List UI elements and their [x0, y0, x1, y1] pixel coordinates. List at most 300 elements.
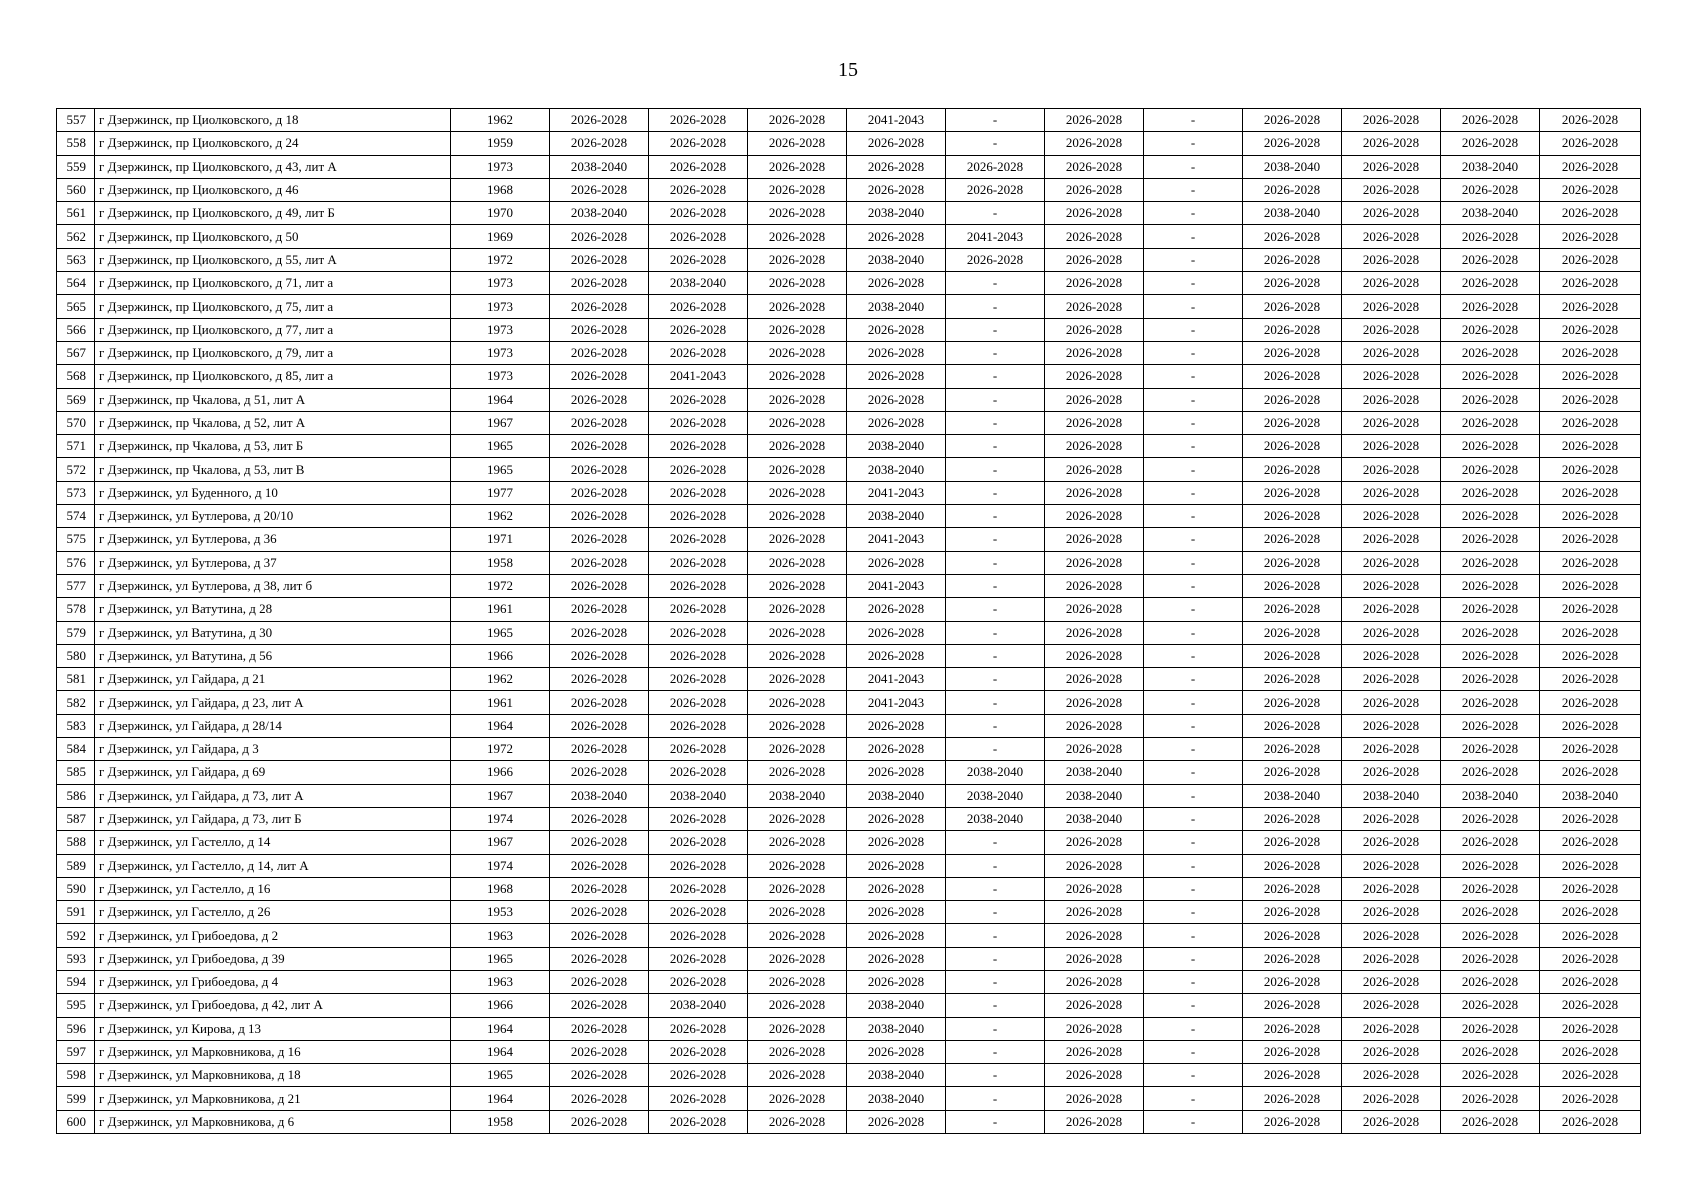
- period-cell: 2026-2028: [1342, 1040, 1441, 1063]
- period-cell: 2026-2028: [847, 341, 946, 364]
- period-cell: 2026-2028: [1342, 1087, 1441, 1110]
- period-cell: 2026-2028: [847, 1040, 946, 1063]
- period-cell: 2026-2028: [1540, 435, 1641, 458]
- address-cell: г Дзержинск, ул Грибоедова, д 42, лит А: [95, 994, 451, 1017]
- period-cell: -: [946, 388, 1045, 411]
- year-cell: 1971: [451, 528, 550, 551]
- year-cell: 1966: [451, 994, 550, 1017]
- table-row: [57, 132, 1641, 155]
- period-cell: -: [946, 132, 1045, 155]
- address-cell: г Дзержинск, пр Циолковского, д 55, лит А: [95, 248, 451, 271]
- period-cell: -: [946, 831, 1045, 854]
- period-cell: 2026-2028: [649, 155, 748, 178]
- period-cell: 2026-2028: [1045, 365, 1144, 388]
- period-cell: 2026-2028: [1045, 248, 1144, 271]
- table-row: [57, 505, 1641, 528]
- period-cell: -: [1144, 528, 1243, 551]
- period-cell: 2026-2028: [550, 411, 649, 434]
- table-row: [57, 714, 1641, 737]
- table-row: [57, 1040, 1641, 1063]
- address-cell: г Дзержинск, ул Гастелло, д 14: [95, 831, 451, 854]
- period-cell: 2026-2028: [1243, 644, 1342, 667]
- period-cell: 2026-2028: [1540, 505, 1641, 528]
- period-cell: 2026-2028: [550, 994, 649, 1017]
- period-cell: 2026-2028: [847, 970, 946, 993]
- period-cell: -: [946, 109, 1045, 132]
- period-cell: 2026-2028: [1441, 1017, 1540, 1040]
- period-cell: 2026-2028: [1243, 458, 1342, 481]
- period-cell: 2026-2028: [1342, 551, 1441, 574]
- period-cell: 2026-2028: [1441, 738, 1540, 761]
- period-cell: -: [1144, 411, 1243, 434]
- period-cell: 2026-2028: [1045, 341, 1144, 364]
- period-cell: 2026-2028: [1342, 994, 1441, 1017]
- period-cell: 2026-2028: [1243, 225, 1342, 248]
- row-number-cell: 591: [57, 901, 95, 924]
- period-cell: 2026-2028: [748, 411, 847, 434]
- period-cell: 2026-2028: [550, 225, 649, 248]
- period-cell: 2026-2028: [1540, 295, 1641, 318]
- period-cell: 2026-2028: [550, 691, 649, 714]
- period-cell: -: [1144, 901, 1243, 924]
- address-cell: г Дзержинск, пр Циолковского, д 79, лит а: [95, 341, 451, 364]
- period-cell: 2026-2028: [1540, 1110, 1641, 1133]
- period-cell: 2026-2028: [1540, 248, 1641, 271]
- period-cell: 2026-2028: [748, 970, 847, 993]
- row-number-cell: 600: [57, 1110, 95, 1133]
- row-number-cell: 594: [57, 970, 95, 993]
- period-cell: 2026-2028: [847, 901, 946, 924]
- period-cell: 2026-2028: [748, 1087, 847, 1110]
- period-cell: 2026-2028: [1243, 341, 1342, 364]
- period-cell: -: [946, 1087, 1045, 1110]
- period-cell: -: [1144, 761, 1243, 784]
- period-cell: 2026-2028: [748, 807, 847, 830]
- year-cell: 1972: [451, 738, 550, 761]
- period-cell: -: [1144, 132, 1243, 155]
- period-cell: 2026-2028: [550, 528, 649, 551]
- period-cell: 2026-2028: [1441, 621, 1540, 644]
- year-cell: 1974: [451, 807, 550, 830]
- period-cell: 2026-2028: [649, 1087, 748, 1110]
- period-cell: 2026-2028: [1045, 109, 1144, 132]
- period-cell: 2026-2028: [1441, 901, 1540, 924]
- period-cell: 2026-2028: [1342, 1064, 1441, 1087]
- table-row: [57, 225, 1641, 248]
- period-cell: 2026-2028: [1243, 877, 1342, 900]
- period-cell: 2038-2040: [847, 1087, 946, 1110]
- year-cell: 1961: [451, 691, 550, 714]
- period-cell: 2041-2043: [847, 668, 946, 691]
- period-cell: 2026-2028: [649, 738, 748, 761]
- period-cell: 2026-2028: [1342, 761, 1441, 784]
- table-row: [57, 784, 1641, 807]
- period-cell: 2026-2028: [1045, 598, 1144, 621]
- year-cell: 1959: [451, 132, 550, 155]
- table-row: [57, 435, 1641, 458]
- period-cell: 2026-2028: [649, 970, 748, 993]
- period-cell: 2026-2028: [748, 528, 847, 551]
- period-cell: 2026-2028: [1441, 341, 1540, 364]
- address-cell: г Дзержинск, ул Гастелло, д 16: [95, 877, 451, 900]
- row-number-cell: 562: [57, 225, 95, 248]
- period-cell: 2026-2028: [1441, 947, 1540, 970]
- period-cell: 2026-2028: [748, 1110, 847, 1133]
- period-cell: 2026-2028: [1441, 178, 1540, 201]
- period-cell: -: [1144, 458, 1243, 481]
- period-cell: 2026-2028: [1441, 1040, 1540, 1063]
- year-cell: 1962: [451, 668, 550, 691]
- period-cell: 2026-2028: [1441, 668, 1540, 691]
- row-number-cell: 574: [57, 505, 95, 528]
- period-cell: 2026-2028: [1540, 202, 1641, 225]
- period-cell: 2026-2028: [550, 807, 649, 830]
- period-cell: 2038-2040: [649, 994, 748, 1017]
- period-cell: 2026-2028: [1243, 901, 1342, 924]
- period-cell: 2026-2028: [550, 318, 649, 341]
- table-row: [57, 109, 1641, 132]
- period-cell: -: [1144, 248, 1243, 271]
- period-cell: 2026-2028: [748, 761, 847, 784]
- period-cell: 2026-2028: [550, 295, 649, 318]
- period-cell: 2026-2028: [748, 155, 847, 178]
- table-row: [57, 668, 1641, 691]
- period-cell: 2026-2028: [1243, 1040, 1342, 1063]
- period-cell: 2026-2028: [1441, 132, 1540, 155]
- period-cell: 2026-2028: [1342, 574, 1441, 597]
- table-row: [57, 761, 1641, 784]
- year-cell: 1973: [451, 365, 550, 388]
- period-cell: 2026-2028: [1243, 924, 1342, 947]
- period-cell: -: [946, 458, 1045, 481]
- period-cell: 2026-2028: [1342, 155, 1441, 178]
- period-cell: -: [946, 1017, 1045, 1040]
- period-cell: 2026-2028: [946, 155, 1045, 178]
- period-cell: 2026-2028: [1540, 714, 1641, 737]
- period-cell: 2026-2028: [649, 178, 748, 201]
- period-cell: 2026-2028: [1045, 1040, 1144, 1063]
- row-number-cell: 597: [57, 1040, 95, 1063]
- address-cell: г Дзержинск, пр Циолковского, д 50: [95, 225, 451, 248]
- period-cell: -: [946, 668, 1045, 691]
- period-cell: 2026-2028: [1243, 691, 1342, 714]
- period-cell: 2026-2028: [847, 411, 946, 434]
- table-row: [57, 528, 1641, 551]
- period-cell: 2026-2028: [649, 109, 748, 132]
- period-cell: 2026-2028: [1243, 1064, 1342, 1087]
- period-cell: 2026-2028: [1342, 598, 1441, 621]
- period-cell: 2026-2028: [847, 318, 946, 341]
- year-cell: 1973: [451, 155, 550, 178]
- period-cell: 2026-2028: [946, 178, 1045, 201]
- period-cell: 2041-2043: [649, 365, 748, 388]
- period-cell: 2026-2028: [1540, 924, 1641, 947]
- period-cell: 2026-2028: [1540, 668, 1641, 691]
- period-cell: 2038-2040: [649, 784, 748, 807]
- period-cell: 2026-2028: [847, 831, 946, 854]
- table-row: [57, 1064, 1641, 1087]
- period-cell: 2026-2028: [1243, 1017, 1342, 1040]
- period-cell: -: [1144, 202, 1243, 225]
- registry-table: [56, 108, 1641, 1134]
- period-cell: 2038-2040: [946, 807, 1045, 830]
- period-cell: 2026-2028: [1045, 970, 1144, 993]
- year-cell: 1972: [451, 248, 550, 271]
- period-cell: 2026-2028: [1441, 458, 1540, 481]
- address-cell: г Дзержинск, пр Чкалова, д 52, лит А: [95, 411, 451, 434]
- address-cell: г Дзержинск, пр Циолковского, д 77, лит а: [95, 318, 451, 341]
- period-cell: 2026-2028: [649, 295, 748, 318]
- period-cell: -: [1144, 365, 1243, 388]
- period-cell: 2026-2028: [1045, 621, 1144, 644]
- period-cell: 2026-2028: [1540, 738, 1641, 761]
- year-cell: 1964: [451, 1017, 550, 1040]
- period-cell: -: [1144, 714, 1243, 737]
- period-cell: 2038-2040: [1045, 807, 1144, 830]
- row-number-cell: 565: [57, 295, 95, 318]
- period-cell: 2026-2028: [847, 272, 946, 295]
- row-number-cell: 558: [57, 132, 95, 155]
- period-cell: 2026-2028: [1540, 574, 1641, 597]
- period-cell: 2026-2028: [550, 1017, 649, 1040]
- period-cell: 2026-2028: [847, 132, 946, 155]
- period-cell: 2026-2028: [649, 505, 748, 528]
- period-cell: 2026-2028: [1342, 621, 1441, 644]
- period-cell: 2026-2028: [748, 1064, 847, 1087]
- row-number-cell: 596: [57, 1017, 95, 1040]
- period-cell: 2026-2028: [1342, 388, 1441, 411]
- period-cell: 2026-2028: [1540, 877, 1641, 900]
- table-row: [57, 272, 1641, 295]
- period-cell: 2026-2028: [1540, 1087, 1641, 1110]
- period-cell: 2026-2028: [1540, 411, 1641, 434]
- address-cell: г Дзержинск, ул Ватутина, д 30: [95, 621, 451, 644]
- period-cell: -: [946, 481, 1045, 504]
- period-cell: 2026-2028: [1441, 318, 1540, 341]
- period-cell: 2026-2028: [847, 807, 946, 830]
- year-cell: 1966: [451, 644, 550, 667]
- period-cell: 2026-2028: [550, 1064, 649, 1087]
- period-cell: 2026-2028: [1540, 1017, 1641, 1040]
- row-number-cell: 560: [57, 178, 95, 201]
- period-cell: 2026-2028: [748, 574, 847, 597]
- table-row: [57, 807, 1641, 830]
- period-cell: 2026-2028: [748, 994, 847, 1017]
- year-cell: 1970: [451, 202, 550, 225]
- period-cell: 2026-2028: [748, 644, 847, 667]
- period-cell: -: [1144, 1040, 1243, 1063]
- address-cell: г Дзержинск, ул Марковникова, д 6: [95, 1110, 451, 1133]
- period-cell: 2026-2028: [649, 714, 748, 737]
- row-number-cell: 567: [57, 341, 95, 364]
- period-cell: -: [1144, 947, 1243, 970]
- period-cell: 2026-2028: [550, 970, 649, 993]
- period-cell: 2026-2028: [1540, 365, 1641, 388]
- period-cell: 2026-2028: [1441, 435, 1540, 458]
- period-cell: -: [946, 621, 1045, 644]
- period-cell: -: [1144, 738, 1243, 761]
- period-cell: 2026-2028: [847, 225, 946, 248]
- table-row: [57, 1110, 1641, 1133]
- period-cell: 2026-2028: [1540, 1064, 1641, 1087]
- period-cell: 2026-2028: [1342, 1017, 1441, 1040]
- period-cell: -: [1144, 225, 1243, 248]
- period-cell: 2038-2040: [1243, 155, 1342, 178]
- period-cell: -: [1144, 1087, 1243, 1110]
- period-cell: 2026-2028: [649, 132, 748, 155]
- year-cell: 1964: [451, 1087, 550, 1110]
- address-cell: г Дзержинск, ул Грибоедова, д 2: [95, 924, 451, 947]
- period-cell: 2026-2028: [847, 388, 946, 411]
- period-cell: 2026-2028: [1045, 178, 1144, 201]
- period-cell: -: [946, 341, 1045, 364]
- period-cell: 2026-2028: [748, 458, 847, 481]
- period-cell: 2026-2028: [847, 738, 946, 761]
- period-cell: -: [1144, 109, 1243, 132]
- address-cell: г Дзержинск, пр Циолковского, д 75, лит а: [95, 295, 451, 318]
- year-cell: 1967: [451, 784, 550, 807]
- period-cell: 2026-2028: [1243, 178, 1342, 201]
- period-cell: 2026-2028: [748, 691, 847, 714]
- period-cell: 2026-2028: [1243, 947, 1342, 970]
- period-cell: 2026-2028: [550, 365, 649, 388]
- row-number-cell: 573: [57, 481, 95, 504]
- period-cell: 2026-2028: [1540, 178, 1641, 201]
- period-cell: 2026-2028: [1540, 621, 1641, 644]
- period-cell: 2038-2040: [847, 248, 946, 271]
- address-cell: г Дзержинск, пр Циолковского, д 18: [95, 109, 451, 132]
- period-cell: 2026-2028: [748, 738, 847, 761]
- period-cell: 2026-2028: [1243, 132, 1342, 155]
- period-cell: 2026-2028: [1342, 272, 1441, 295]
- table-row: [57, 318, 1641, 341]
- row-number-cell: 586: [57, 784, 95, 807]
- period-cell: -: [946, 202, 1045, 225]
- period-cell: 2026-2028: [1045, 714, 1144, 737]
- period-cell: 2026-2028: [550, 598, 649, 621]
- period-cell: 2026-2028: [550, 738, 649, 761]
- period-cell: 2026-2028: [1045, 505, 1144, 528]
- period-cell: 2026-2028: [847, 644, 946, 667]
- period-cell: 2026-2028: [1441, 574, 1540, 597]
- period-cell: 2026-2028: [748, 248, 847, 271]
- period-cell: 2026-2028: [1243, 365, 1342, 388]
- period-cell: 2038-2040: [847, 458, 946, 481]
- period-cell: 2038-2040: [649, 272, 748, 295]
- period-cell: 2026-2028: [1540, 1040, 1641, 1063]
- table-row: [57, 458, 1641, 481]
- address-cell: г Дзержинск, пр Чкалова, д 53, лит Б: [95, 435, 451, 458]
- period-cell: 2026-2028: [748, 924, 847, 947]
- period-cell: 2026-2028: [748, 947, 847, 970]
- period-cell: 2026-2028: [748, 202, 847, 225]
- period-cell: 2026-2028: [1243, 761, 1342, 784]
- period-cell: 2026-2028: [550, 1087, 649, 1110]
- period-cell: 2026-2028: [1045, 155, 1144, 178]
- period-cell: 2026-2028: [1045, 877, 1144, 900]
- period-cell: 2026-2028: [1045, 132, 1144, 155]
- period-cell: 2026-2028: [748, 132, 847, 155]
- table-row: [57, 411, 1641, 434]
- year-cell: 1973: [451, 318, 550, 341]
- period-cell: 2026-2028: [1045, 668, 1144, 691]
- period-cell: 2026-2028: [1045, 458, 1144, 481]
- period-cell: 2026-2028: [1045, 551, 1144, 574]
- period-cell: 2026-2028: [649, 1040, 748, 1063]
- row-number-cell: 585: [57, 761, 95, 784]
- period-cell: 2026-2028: [1342, 901, 1441, 924]
- period-cell: 2026-2028: [649, 551, 748, 574]
- period-cell: 2026-2028: [649, 831, 748, 854]
- period-cell: 2026-2028: [1243, 1110, 1342, 1133]
- row-number-cell: 595: [57, 994, 95, 1017]
- period-cell: 2026-2028: [1540, 831, 1641, 854]
- address-cell: г Дзержинск, ул Гайдара, д 21: [95, 668, 451, 691]
- period-cell: 2026-2028: [1540, 109, 1641, 132]
- row-number-cell: 582: [57, 691, 95, 714]
- period-cell: 2026-2028: [1441, 528, 1540, 551]
- period-cell: 2026-2028: [649, 947, 748, 970]
- period-cell: -: [1144, 831, 1243, 854]
- year-cell: 1964: [451, 714, 550, 737]
- row-number-cell: 564: [57, 272, 95, 295]
- period-cell: -: [1144, 621, 1243, 644]
- year-cell: 1968: [451, 178, 550, 201]
- period-cell: -: [1144, 272, 1243, 295]
- period-cell: 2026-2028: [748, 225, 847, 248]
- address-cell: г Дзержинск, пр Чкалова, д 51, лит А: [95, 388, 451, 411]
- period-cell: 2026-2028: [550, 621, 649, 644]
- period-cell: -: [1144, 807, 1243, 830]
- table-row: [57, 970, 1641, 993]
- address-cell: г Дзержинск, пр Циолковского, д 46: [95, 178, 451, 201]
- period-cell: 2026-2028: [847, 947, 946, 970]
- period-cell: -: [946, 505, 1045, 528]
- period-cell: 2026-2028: [550, 435, 649, 458]
- period-cell: -: [946, 970, 1045, 993]
- period-cell: 2026-2028: [1441, 481, 1540, 504]
- period-cell: 2026-2028: [649, 202, 748, 225]
- period-cell: 2026-2028: [1342, 877, 1441, 900]
- period-cell: -: [1144, 388, 1243, 411]
- year-cell: 1968: [451, 877, 550, 900]
- period-cell: 2038-2040: [1441, 202, 1540, 225]
- year-cell: 1964: [451, 1040, 550, 1063]
- period-cell: 2026-2028: [1540, 318, 1641, 341]
- table-row: [57, 574, 1641, 597]
- period-cell: 2026-2028: [1342, 691, 1441, 714]
- table-row: [57, 901, 1641, 924]
- address-cell: г Дзержинск, ул Бутлерова, д 37: [95, 551, 451, 574]
- period-cell: 2026-2028: [550, 178, 649, 201]
- year-cell: 1973: [451, 295, 550, 318]
- period-cell: 2038-2040: [1243, 202, 1342, 225]
- period-cell: 2041-2043: [847, 574, 946, 597]
- row-number-cell: 588: [57, 831, 95, 854]
- period-cell: 2026-2028: [649, 598, 748, 621]
- year-cell: 1962: [451, 109, 550, 132]
- row-number-cell: 581: [57, 668, 95, 691]
- row-number-cell: 575: [57, 528, 95, 551]
- period-cell: 2026-2028: [1243, 411, 1342, 434]
- period-cell: 2026-2028: [748, 272, 847, 295]
- period-cell: 2026-2028: [748, 1017, 847, 1040]
- row-number-cell: 576: [57, 551, 95, 574]
- period-cell: -: [1144, 970, 1243, 993]
- period-cell: 2026-2028: [1540, 691, 1641, 714]
- table-row: [57, 365, 1641, 388]
- period-cell: 2026-2028: [748, 365, 847, 388]
